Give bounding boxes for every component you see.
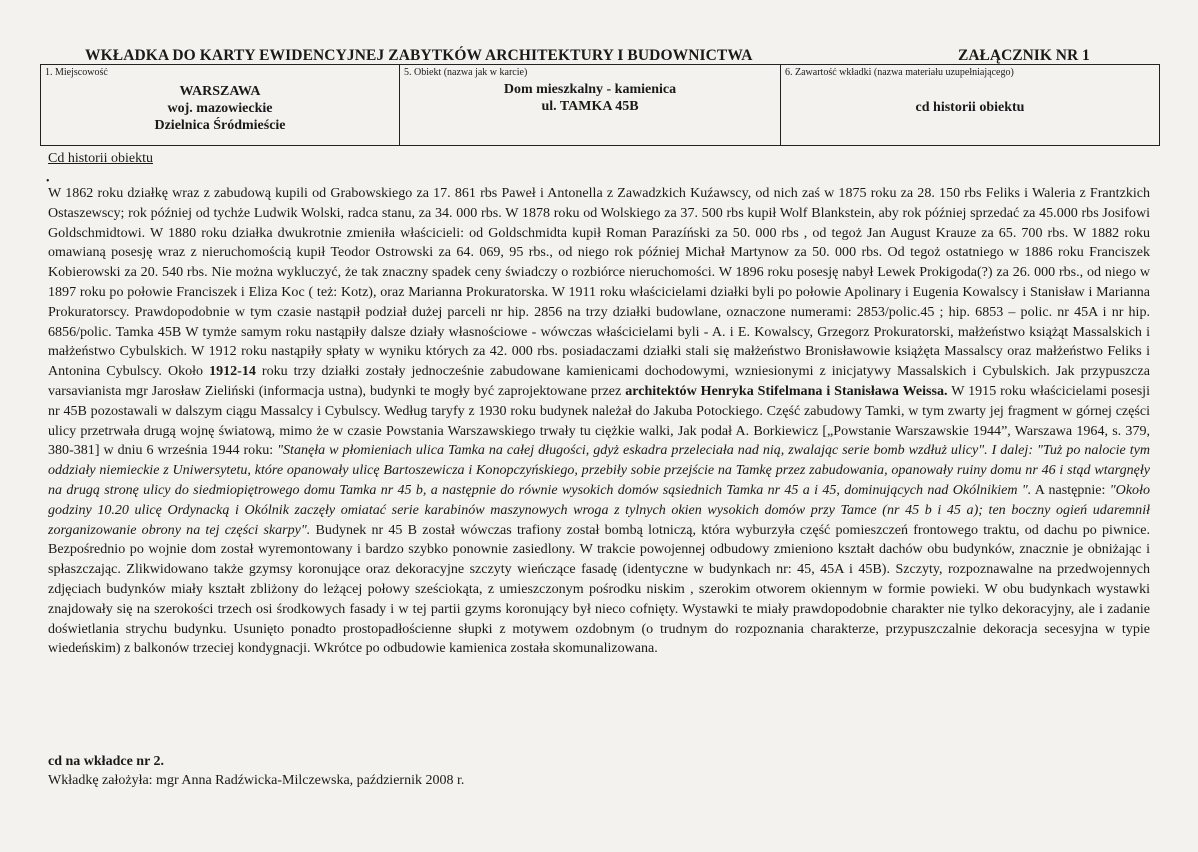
object-cell (400, 65, 781, 145)
contents-cell (781, 65, 1159, 145)
continuation-note: cd na wkładce nr 2. (48, 754, 165, 769)
history-quote-1: "Stanęła w płomieniach ulica Tamka na całej długości, gdyż eskadra przeleciała nad nią, zwalając serie bomb wzdłuż ulicy". I dalej: "Tuż po nalocie tym oddziały niemieckie z Uniwersytetu, które opanowały ulicę Bartoszewicza i Konopczyńskiego, przebiły sobie przejście na Tamkę przez zabudowania, opanowały ruiny domu nr 46 i stąd wtargnęły na drugą stronę ulicy do siedmiopiętrowego domu Tamka nr 45 b, a następnie do równie wysokich domów sąsiednich Tamka nr 45 a i 45, dominujących nad Okólnikiem ". (48, 442, 1150, 498)
contents-value: cd historii obiektu (915, 100, 1025, 115)
object-value (400, 81, 780, 115)
contents-label: 6. Zawartość wkładki (nazwa materiału uzupełniającego) (785, 67, 1014, 78)
history-bold-years: 1912-14 (209, 363, 256, 380)
locality-district: Dzielnica Śródmieście (154, 118, 286, 133)
document-title: WKŁADKA DO KARTY EWIDENCYJNEJ ZABYTKÓW ARCHITEKTURY I BUDOWNICTWA (85, 47, 753, 64)
section-heading: Cd historii obiektu (48, 151, 153, 166)
history-body (48, 184, 1150, 659)
history-text-3: W 1915 roku właścicielami posesji nr 45B pozostawali w dalszym ciągu Massalcy i Cybulscy. Według taryfy z 1930 roku budynek należał do Jakuba Potockiego. Część zabudowy Tamki, w tym zwarty jej fragment w górnej części ulicy przetrwała drugą wojnę światową, mimo że w czasie Powstania Warszawskiego trwały tu ciężkie walki, Jak podał A. Borkiewicz [„Powstanie Warszawskie 1944”, Warszawa 1964, s. 379, 380-381] w dniu 6 września 1944 roku: (48, 382, 1150, 459)
locality-cell (41, 65, 400, 145)
history-paragraph (48, 184, 1150, 659)
locality-label: 1. Miejscowość (45, 67, 108, 78)
locality-voivodeship: woj. mazowieckie (167, 101, 273, 116)
history-text-4: A następnie: (1031, 481, 1110, 498)
history-text-2: roku trzy działki zostały jednocześnie zabudowane kamienicami dochodowymi, wzniesionymi z inicjatywy Massalskich i Cybulskich. Jak przypuszcza varsavianista mgr Jarosław Zieliński (informacja ustna), budynki te mogły być zaprojektowane przez (48, 363, 1150, 399)
history-text-5: Budynek nr 45 B został wówczas trafiony został bombą lotniczą, która wyburzyła część pomieszczeń frontowego traktu, od dachu po piwnice. Bezpośrednio po wojnie dom został wyremontowany i bardzo szybko ponownie zasiedlony. W trakcie powojennej odbudowy zmieniono kształt dachów obu budynków, znacznie je obniżając i spłaszczając. Zlikwidowano także gzymsy koronujące oraz dekoracyjne szczyty wieńczące fasadę (identyczne w budynkach nr: 45, 45A i 45B). Szczyty, rozpoznawalne na przedwojennych zdjęciach budynków miały kształt zbliżony do leżącej połowy sześciokąta, z umieszczonym pośrodku niskim , szerokim otworem okiennym w formie powieki. W obu budynkach wystawki znajdowały się na szerokości trzech osi środkowych fasady i w tej partii gzyms koronujący był nieco cofnięty. Wystawki te miały prawdopodobnie charakter nie tylko dekoracyjny, ale i zadanie doświetlania strychu budynku. Usunięto ponadto prostopadłościenne słupki z motywem ozdobnym (o trudnym do rozpoznania charakterze, przypuszczalnie dekoracja secesyjna w typie wiedeńskim) z balkonów trzeciej kondygnacji. Wkrótce po odbudowie kamienica została skomunalizowana. (48, 521, 1150, 657)
locality-value (41, 83, 399, 134)
history-quote-2: "Około godziny 10.20 ulicę Ordynacką i Okólnik zaczęły omiatać serie karabinów maszynowych wroga z tylnych okien wysokich domów przy Tamce (nr 45 b i 45 a); ten boczny ogień udaremnił zorganizowanie obrony na tej części skarpy". (48, 481, 1151, 538)
object-label: 5. Obiekt (nazwa jak w karcie) (404, 67, 528, 78)
form-header-table (40, 64, 1160, 146)
history-bold-architects: architektów Henryka Stifelmana i Stanisława Weissa. (625, 382, 948, 399)
annex-number: ZAŁĄCZNIK NR 1 (958, 47, 1090, 64)
object-type: Dom mieszkalny - kamienica (503, 82, 677, 97)
locality-city: WARSZAWA (179, 84, 261, 99)
bullet-mark: • (46, 176, 50, 187)
author-note: Wkładkę założyła: mgr Anna Radźwicka-Milczewska, październik 2008 r. (48, 773, 465, 788)
history-text-1: W 1862 roku działkę wraz z zabudową kupili od Grabowskiego za 17. 861 rbs Paweł i Antonella z Zawadzkich Kuźawscy, od nich zaś w 1875 roku za 28. 150 rbs Feliks i Waleria z Frantzkich Ostaszewscy; rok później od tychże Ludwik Wolski, radca stanu, za 34. 000 rbs. W 1878 roku od Wolskiego za 37. 500 rbs kupił Wolf Blankstein, aby rok później sprzedać za 45.000 rbs Josifowi Goldschmidtowi. W 1880 roku działka dwukrotnie zmieniła właścicieli: od Goldschmidta kupił Roman Parazíński za 50. 000 rbs , od tegoż Jan August Krauze za 65. 700 rbs. W 1882 roku omawianą posesję wraz z nieruchomością kupił Teodor Ostrowski za 64. 069, 95 rbs., od niego rok później Michał Martynow za 50. 000 rbs. Od tegoż ostatniego w 1886 roku Franciszek Kobierowski za 20. 540 rbs. Nie można wykluczyć, że tak znaczny spadek ceny świadczy o rozbiórce nieruchomości. W 1896 roku posesję nabył Lewek Prokigoda(?) za 26. 000 rbs., od niego w 1897 roku po połowie Franciszek i Eliza Koc ( też: Kotz), oraz Marianna Prokuratorska. W 1911 roku właścicielami działki byli po połowie Apolinary i Eugenia Kowalscy i Stanisław i Marianna Prokuratorscy. Prawdopodobnie w tym czasie nastąpił podział dużej parceli nr hip. 2856 na trzy działki budowlane, oznaczone numerami: 2853/polic.45 ; hip. 6853 – polic. nr 45A i nr hip. 6856/polic. Tamka 45B W tymże samym roku nastąpiły dalsze działy własnościowe - wówczas właścicielami byli - A. i E. Kowalscy, Grzegorz Prokuratorski, małżeństwo książąt Massalskich i małżeństwo Cybulskich. W 1912 roku nastąpiły spłaty w wyniku których za 42. 000 rbs. posiadaczami działki stali się małżeństwo Bronisławowie książęta Massalscy oraz małżeństwo Feliks i Antonina Cybulscy. Około (48, 185, 1150, 380)
object-address: ul. TAMKA 45B (541, 99, 639, 114)
